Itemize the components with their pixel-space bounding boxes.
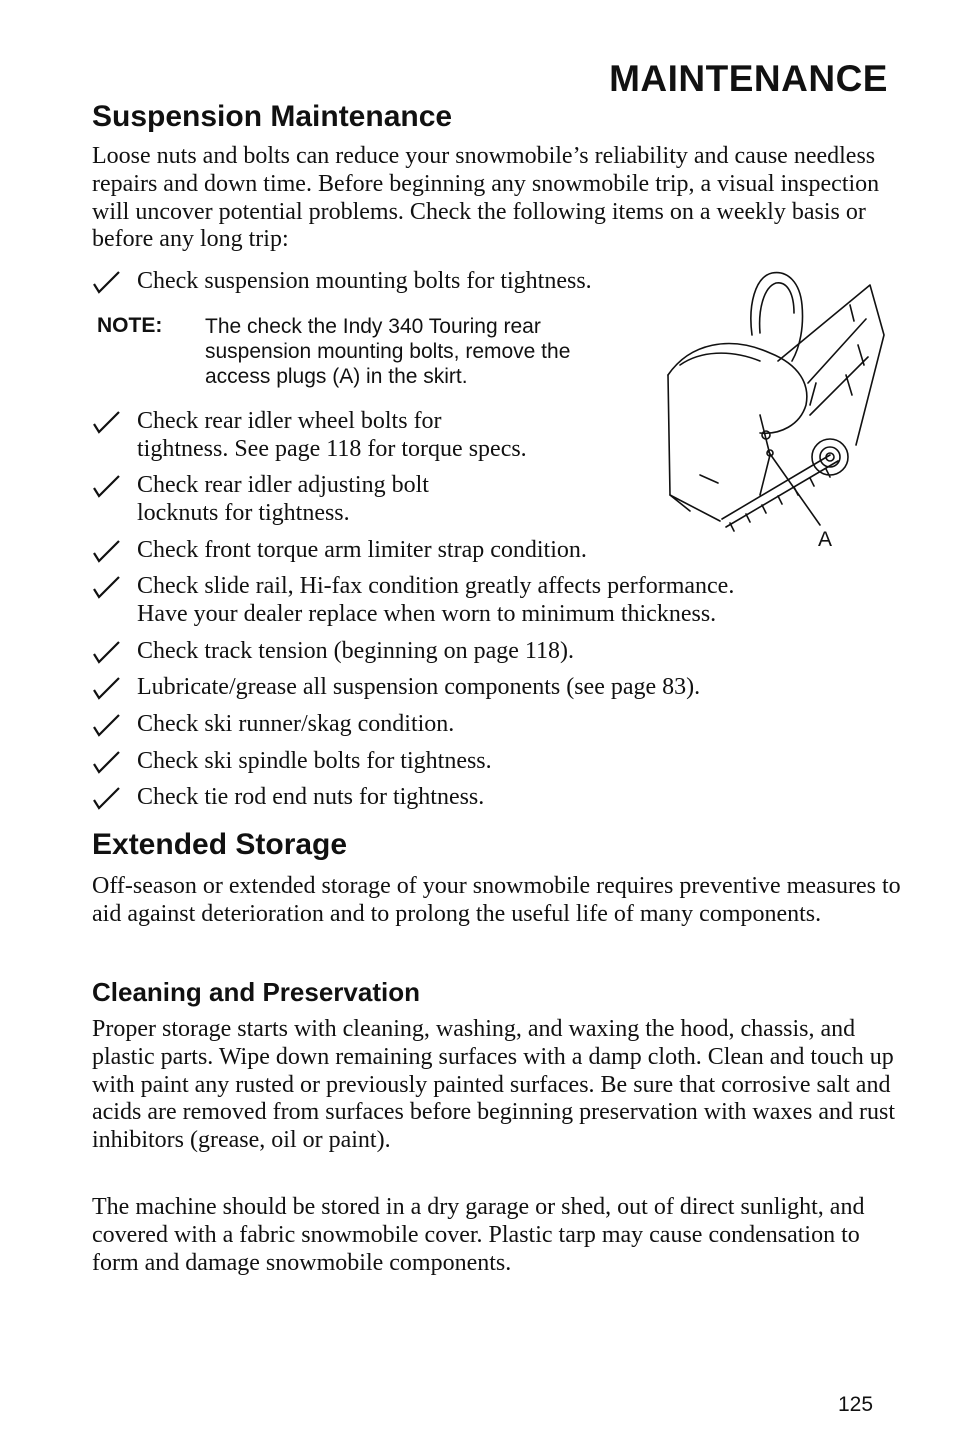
- checkmark-icon: [92, 574, 122, 600]
- section-heading-extended-storage: Extended Storage: [92, 828, 348, 861]
- cleaning-paragraph-2: The machine should be stored in a dry garage or shed, out of direct sunlight, and covered with a fabric snowmobile cover. Plastic tarp may cause condensation to form and damage snowmobile components.: [92, 1194, 865, 1276]
- figure-callout-a: A: [818, 528, 833, 551]
- checkmark-icon: [92, 409, 122, 435]
- cleaning-paragraph-1: Proper storage starts with cleaning, washing, and waxing the hood, chassis, and plastic parts. Wipe down remaining surfaces with a damp cloth. Clean and touch up with paint any rusted or previously painted surfaces. Be sure that corrosive salt and acids are removed from surfaces before beginning preservation with waxes and rust inhibitors (grease, oil or paint).: [92, 1016, 896, 1154]
- checkmark-icon: [92, 473, 122, 499]
- checkmark-icon: [92, 785, 122, 811]
- checkmark-icon: [92, 269, 122, 295]
- subheading-cleaning-preservation: Cleaning and Preservation: [92, 977, 420, 1007]
- page-title: MAINTENANCE: [609, 58, 888, 99]
- checkmark-icon: [92, 749, 122, 775]
- checkmark-icon: [92, 675, 122, 701]
- extended-storage-intro: Off-season or extended storage of your snowmobile requires preventive measures to aid against deterioration and to prolong the useful life of many components.: [92, 873, 901, 927]
- checkmark-icon: [92, 712, 122, 738]
- section-heading-suspension: Suspension Maintenance: [92, 100, 453, 133]
- checkmark-icon: [92, 639, 122, 665]
- page-number: 125: [838, 1393, 874, 1416]
- note-label: NOTE:: [97, 314, 163, 337]
- checkmark-icon: [92, 538, 122, 564]
- snowmobile-rear-illustration: [660, 265, 900, 565]
- note-text: The check the Indy 340 Touring rear suspension mounting bolts, remove the access plugs (A) in the skirt.: [205, 315, 571, 388]
- suspension-intro: Loose nuts and bolts can reduce your snowmobile’s reliability and cause needless repairs and down time. Before beginning any snowmobile trip, a visual inspection will uncover potential problems. Check the following items on a weekly basis or before any long trip:: [92, 143, 880, 253]
